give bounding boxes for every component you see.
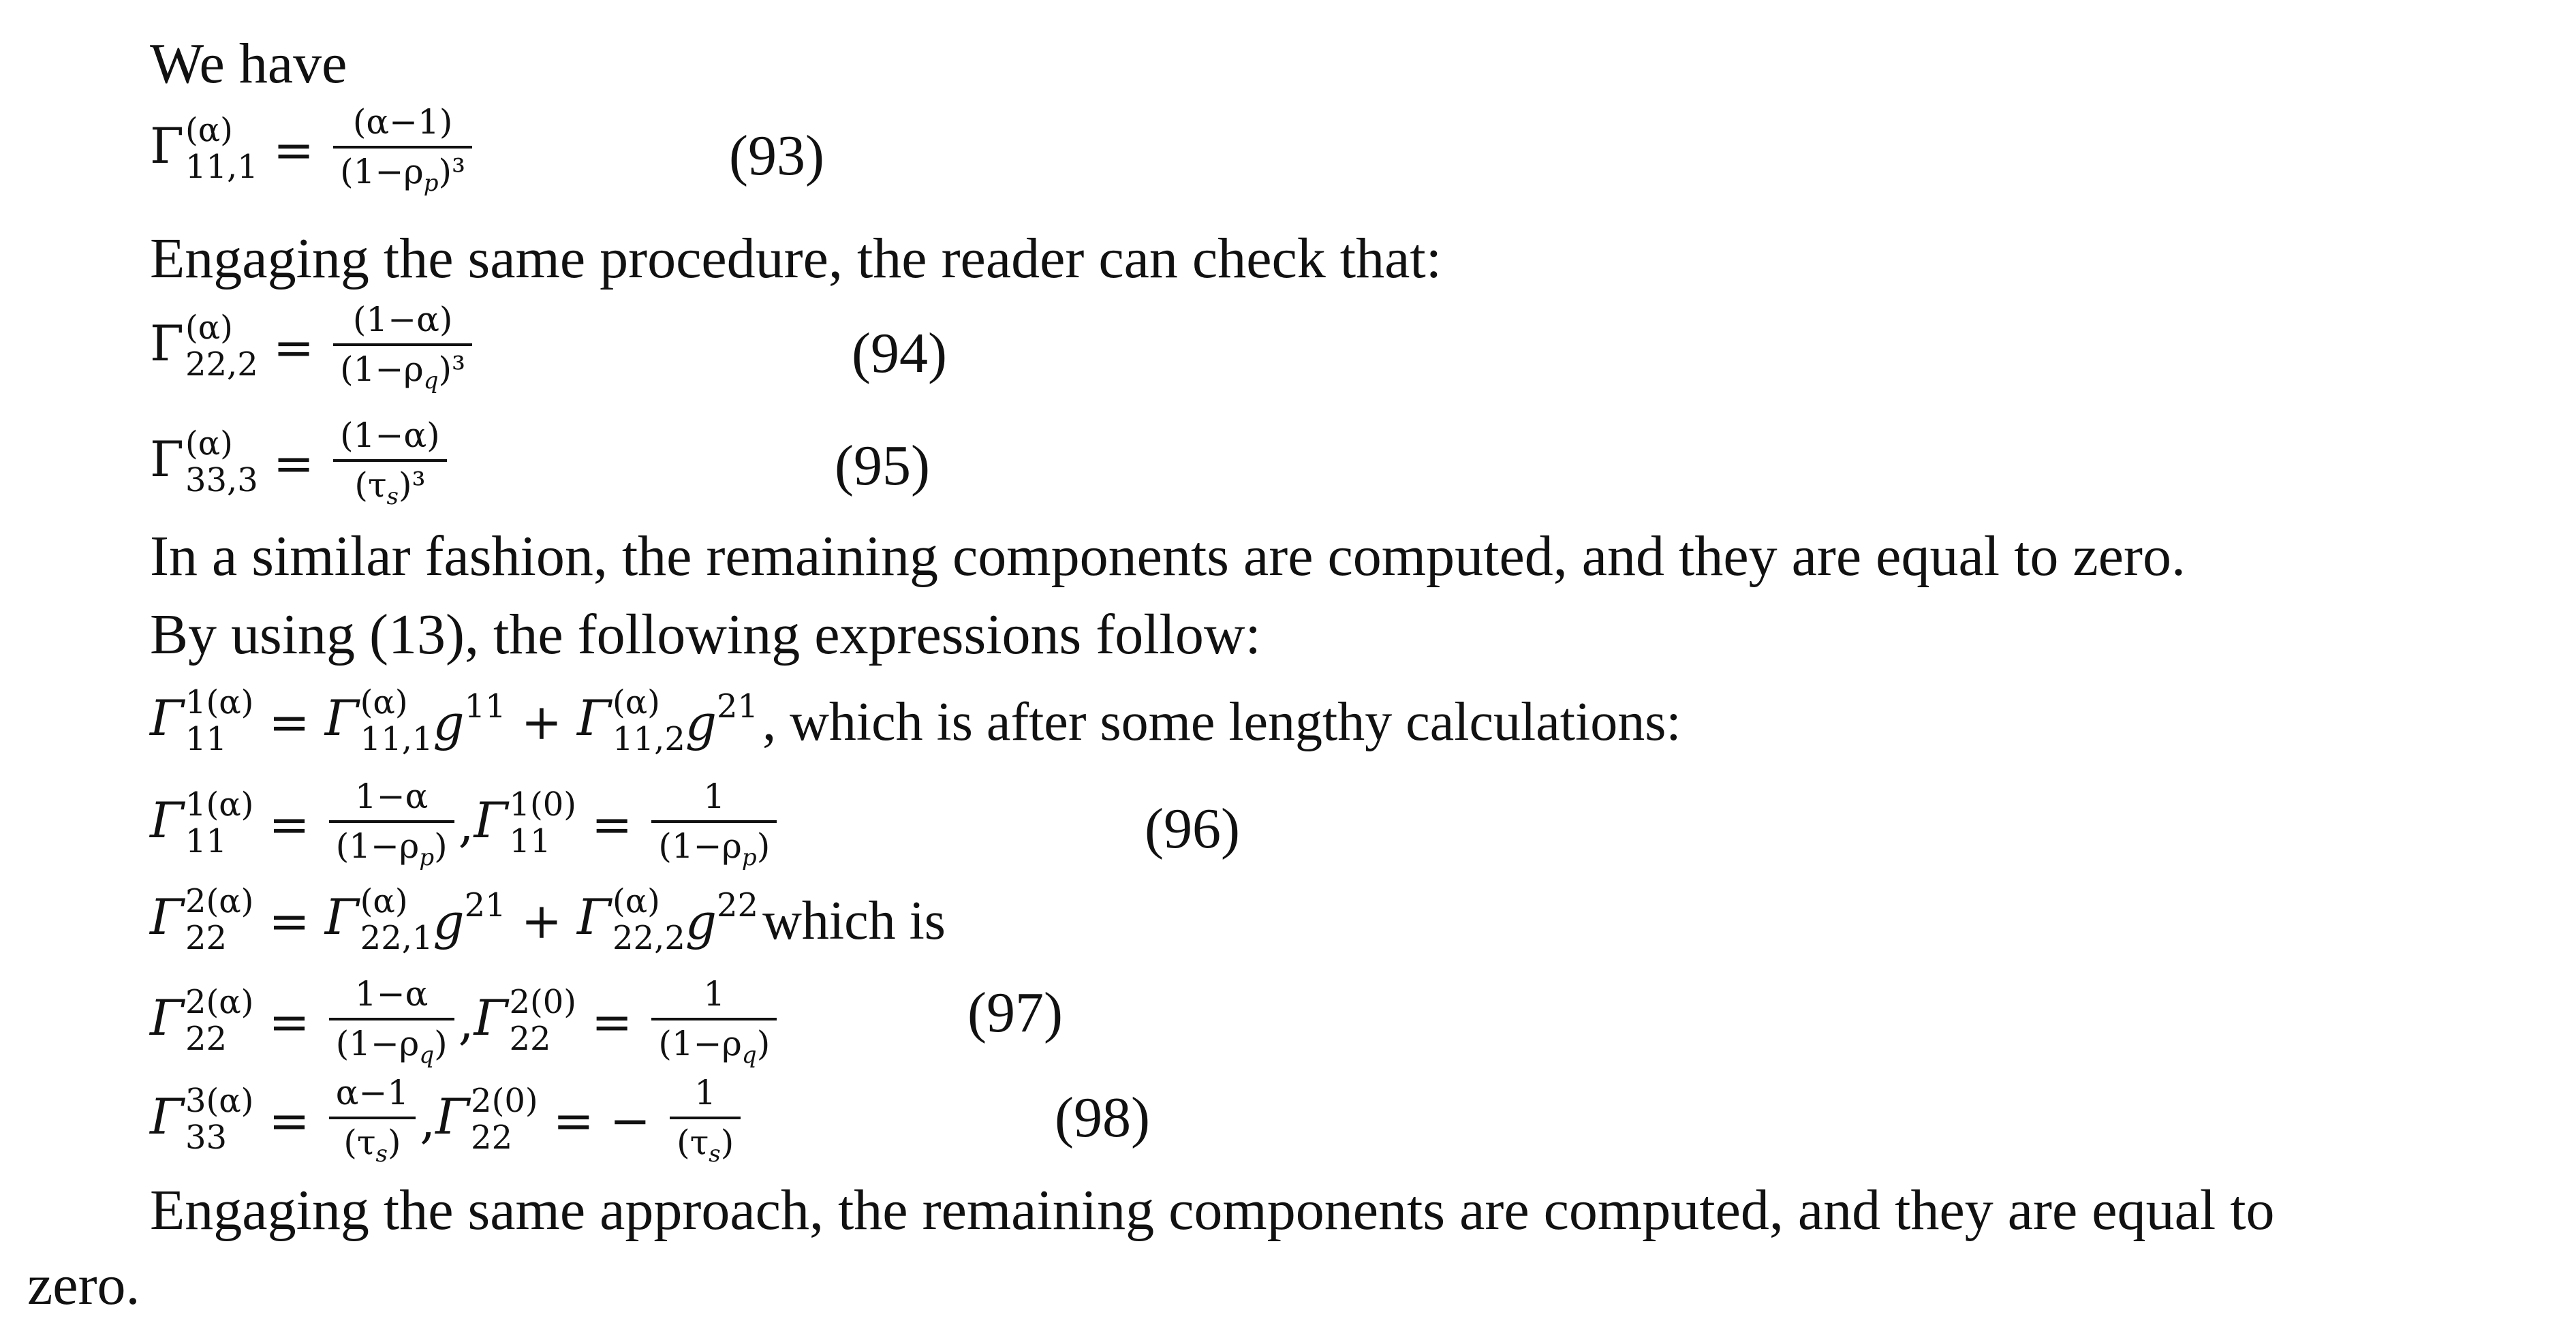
fraction	[333, 300, 472, 395]
denominator: $(\tau_s)^3$	[354, 465, 426, 511]
plus-sign: +	[521, 892, 563, 950]
metric-component: $g^{21}$	[685, 687, 759, 751]
comma: ,	[458, 796, 474, 853]
numerator: 1	[651, 777, 777, 824]
gamma-symbol: Γ (α) 11,1	[150, 111, 258, 186]
denominator: $(1-\rho_q)^3$	[340, 349, 466, 395]
comma: ,	[420, 1092, 436, 1149]
metric-component: $g^{22}$	[685, 886, 759, 950]
equals-sign: =	[273, 121, 315, 178]
equation-number-93: (93)	[729, 124, 824, 187]
numerator: (α−1)	[333, 103, 472, 149]
equation-trailing-text: , which is after some lengthy calculations:	[762, 691, 1681, 752]
fraction	[329, 975, 454, 1070]
equation-94	[150, 286, 476, 409]
denominator: $(1-\rho_p)$	[658, 826, 771, 872]
numerator: (1−α)	[333, 300, 472, 347]
equals-sign: =	[591, 796, 633, 853]
text-engaging-procedure: Engaging the same procedure, the reader can check that:	[150, 227, 1442, 290]
christoffel-symbol: Γ (α) 11,2	[577, 683, 685, 758]
gamma-symbol: Γ (α) 33,3	[150, 424, 258, 499]
denominator: $(1-\rho_p)^3$	[340, 152, 466, 198]
equation-number-94: (94)	[852, 322, 947, 385]
equals-sign: =	[268, 1092, 310, 1149]
denominator: $(\tau_s)$	[677, 1123, 734, 1168]
christoffel-symbol: Γ 2(α) 22	[150, 983, 254, 1058]
christoffel-symbol: Γ (α) 22,2	[577, 882, 685, 957]
fraction	[329, 777, 454, 872]
fraction	[670, 1074, 741, 1168]
equation-95	[150, 402, 451, 525]
equals-minus-sign: = −	[553, 1092, 651, 1149]
numerator: (1−α)	[333, 416, 446, 463]
text-engaging-approach: Engaging the same approach, the remaining components are computed, and they are equal to	[150, 1179, 2275, 1242]
christoffel-symbol: Γ 3(α) 33	[150, 1082, 254, 1157]
denominator: $(1-\rho_p)$	[335, 826, 448, 872]
metric-component: $g^{11}$	[433, 687, 506, 751]
equals-sign: =	[268, 796, 310, 853]
numerator: 1−α	[329, 975, 454, 1021]
comma: ,	[458, 993, 474, 1050]
denominator: $(1-\rho_q)$	[335, 1024, 448, 1070]
equals-sign: =	[268, 693, 310, 751]
fraction	[333, 416, 446, 511]
numerator: 1−α	[329, 777, 454, 824]
fraction	[329, 1074, 416, 1168]
numerator: 1	[651, 975, 777, 1021]
christoffel-symbol: Γ 1(0) 11	[474, 785, 576, 860]
equation-number-98: (98)	[1055, 1086, 1150, 1149]
equals-sign: =	[273, 319, 315, 376]
equals-sign: =	[268, 993, 310, 1050]
equation-number-96: (96)	[1145, 797, 1240, 860]
numerator: α−1	[329, 1074, 416, 1120]
equals-sign: =	[273, 435, 315, 492]
text-by-using: By using (13), the following expressions follow:	[150, 603, 1261, 666]
metric-component: $g^{21}$	[433, 886, 506, 950]
denominator: $(\tau_s)$	[343, 1123, 401, 1168]
numerator: 1	[670, 1074, 741, 1120]
equation-number-97: (97)	[967, 981, 1063, 1044]
fraction	[333, 103, 472, 198]
christoffel-symbol: Γ (α) 22,1	[324, 882, 433, 957]
christoffel-symbol: Γ (α) 11,1	[324, 683, 433, 758]
fraction	[651, 777, 777, 872]
christoffel-symbol: Γ 1(α) 11	[150, 683, 254, 758]
christoffel-symbol: Γ 2(0) 22	[435, 1082, 538, 1157]
equation-98	[150, 1059, 745, 1182]
fraction	[651, 975, 777, 1070]
text-we-have: We have	[150, 32, 347, 95]
christoffel-symbol: Γ 2(α) 22	[150, 882, 254, 957]
text-similar-fashion: In a similar fashion, the remaining components are computed, and they are equal to zero.	[150, 525, 2186, 588]
christoffel-symbol: Γ 2(0) 22	[474, 983, 576, 1058]
christoffel-symbol: Γ 1(α) 11	[150, 785, 254, 860]
text-engaging-approach-continued: zero.	[27, 1253, 140, 1317]
denominator: $(1-\rho_q)$	[658, 1024, 771, 1070]
equation-93	[150, 89, 476, 211]
equation-number-95: (95)	[835, 434, 930, 497]
equals-sign: =	[268, 892, 310, 950]
equals-sign: =	[591, 993, 633, 1050]
plus-sign: +	[521, 693, 563, 751]
gamma-symbol: Γ (α) 22,2	[150, 309, 258, 384]
equation-trailing-text: which is	[762, 890, 946, 951]
